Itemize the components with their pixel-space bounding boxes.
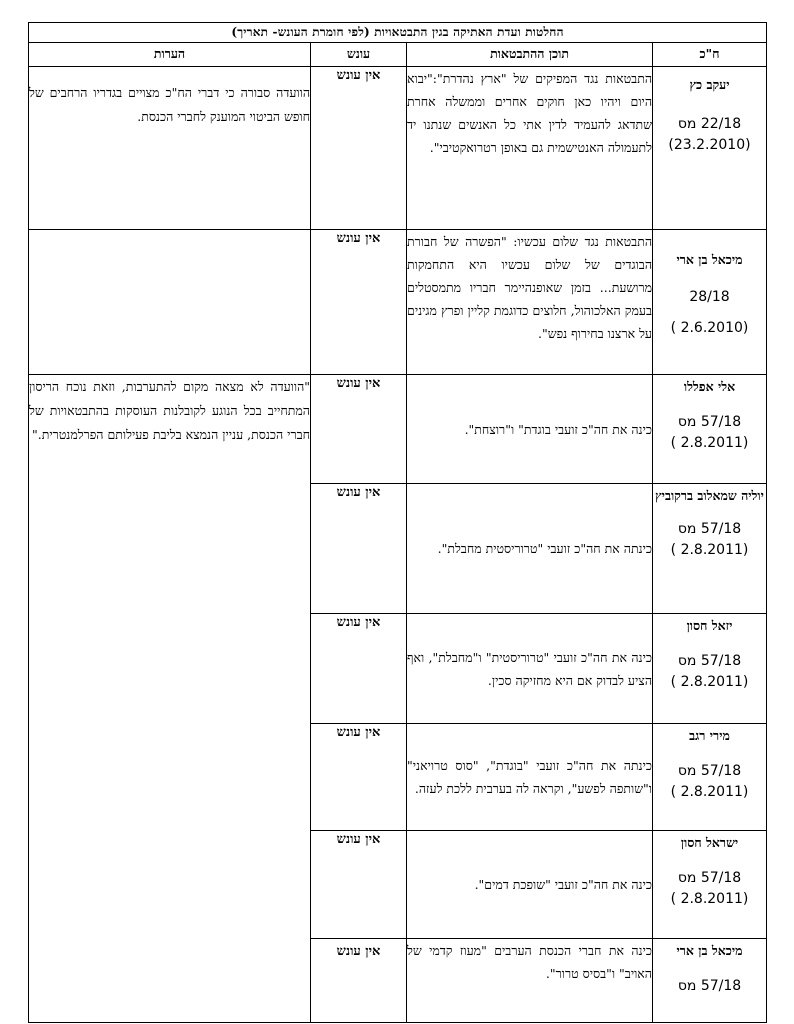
decision-number: 28/18 xyxy=(689,289,730,305)
notes-cell: הוועדה סבורה כי דברי הח"כ מצויים בגדריו הרחבים של חופש הביטוי המוענק לחברי הכנסת. xyxy=(29,67,311,230)
statement-content: כינה את חה"כ זועבי "שופכת דמים". xyxy=(407,831,653,939)
header-content: תוכן ההתבטאות xyxy=(407,43,653,67)
punishment-value: אין עונש xyxy=(311,831,407,939)
mk-name: מירי רגב xyxy=(689,728,730,743)
table-title: החלטות ועדת האתיקה בגין התבטאויות (לפי חומרת העונש- תאריך) xyxy=(29,23,767,43)
decisions-table xyxy=(28,22,767,1023)
table-row xyxy=(29,67,767,230)
decision-number: 22/18 מס xyxy=(677,116,742,132)
mk-name: אלי אפללו xyxy=(683,379,736,394)
decision-number: 57/18 מס xyxy=(677,870,742,886)
header-notes: הערות xyxy=(29,43,311,67)
punishment-value: אין עונש xyxy=(311,67,407,230)
header-punishment: עונש xyxy=(311,43,407,67)
mk-cell xyxy=(653,724,767,831)
document-page xyxy=(28,22,766,1023)
mk-name: יעקב כץ xyxy=(689,77,730,92)
statement-content: כינה את חה"כ זועבי בוגדת" ו"רוצחת". xyxy=(407,375,653,484)
table-row xyxy=(29,230,767,375)
decision-date: (2.8.2011 ) xyxy=(670,674,749,690)
shared-notes-cell: "הוועדה לא מצאה מקום להתערבות, וזאת נוכח הריסון המתחייב בכל הנוגע לקובלנות העוסקות בהתבטאויות של חברי הכנסת, עניין הנמצא בליבת פעילותם הפרלמנטרית." xyxy=(29,375,311,1023)
decision-number: 57/18 מס xyxy=(677,414,742,430)
statement-content: התבטאות נגד המפיקים של "ארץ נהדרת":"יבוא היום ויהיו כאן חוקים אחרים וממשלה אחרת שתדאג להעמיד לדין אתי כל האנשים שנתנו יד לתעמולה האנטישמית גם באופן רטרואקטיבי". xyxy=(407,67,653,230)
decision-date: (2.8.2011 ) xyxy=(670,542,749,558)
mk-cell xyxy=(653,939,767,1023)
mk-cell xyxy=(653,614,767,724)
decision-date: (2.8.2011 ) xyxy=(670,784,749,800)
mk-cell xyxy=(653,67,767,230)
decision-date: (2.8.2011 ) xyxy=(670,891,749,907)
statement-content: כינה את חה"כ זועבי "טרוריסטית" ו"מחבלת", ואף הציע לבדוק אם היא מחזיקה סכין. xyxy=(407,614,653,724)
mk-cell xyxy=(653,375,767,484)
statement-content: כינה את חברי הכנסת הערבים "מעוז קדמי של האויב" ו"בסיס טרור". xyxy=(407,939,653,1023)
mk-cell xyxy=(653,484,767,614)
mk-name: יזאל חסון xyxy=(686,618,733,633)
statement-content: כינתה את חה"כ זועבי "בוגדת", "סוס טרויאני" ו"שותפה לפשע", וקראה לה בערבית ללכת לעזה. xyxy=(407,724,653,831)
decision-number: 57/18 מס xyxy=(677,653,742,669)
punishment-value: אין עונש xyxy=(311,375,407,484)
statement-content: התבטאות נגד שלום עכשיו: "הפשרה של חבורת הבוגדים של שלום עכשיו היא התחמקות מרושעת... בזמן שאופנהיימר חבריו מתמסטלים בעמק האלכוהול, חלוצים כדוגמת קליין ופרץ מגינים על ארצנו בחירוף נפש". xyxy=(407,230,653,375)
mk-name: ישראל חסון xyxy=(680,835,739,850)
punishment-value: אין עונש xyxy=(311,939,407,1023)
mk-cell xyxy=(653,831,767,939)
mk-name: מיכאל בן ארי xyxy=(676,252,743,267)
punishment-value: אין עונש xyxy=(311,724,407,831)
notes-cell xyxy=(29,230,311,375)
decision-date: (2.8.2011 ) xyxy=(670,435,749,451)
table-row xyxy=(29,375,767,484)
decision-number: 57/18 מס xyxy=(677,521,742,537)
punishment-value: אין עונש xyxy=(311,484,407,614)
header-mk: ח"כ xyxy=(653,43,767,67)
decision-date: (23.2.2010) xyxy=(668,137,751,153)
mk-cell xyxy=(653,230,767,375)
punishment-value: אין עונש xyxy=(311,614,407,724)
decision-number: 57/18 מס xyxy=(677,763,742,779)
statement-content: כינתה את חה"כ זועבי "טרוריסטית מחבלת". xyxy=(407,484,653,614)
mk-name: מיכאל בן ארי xyxy=(676,943,743,958)
decision-date: (2.6.2010 ) xyxy=(670,320,749,336)
punishment-value: אין עונש xyxy=(311,230,407,375)
decision-number: 57/18 מס xyxy=(677,978,742,994)
mk-name: יוליה שמאלוב ברקוביץ xyxy=(655,488,764,503)
